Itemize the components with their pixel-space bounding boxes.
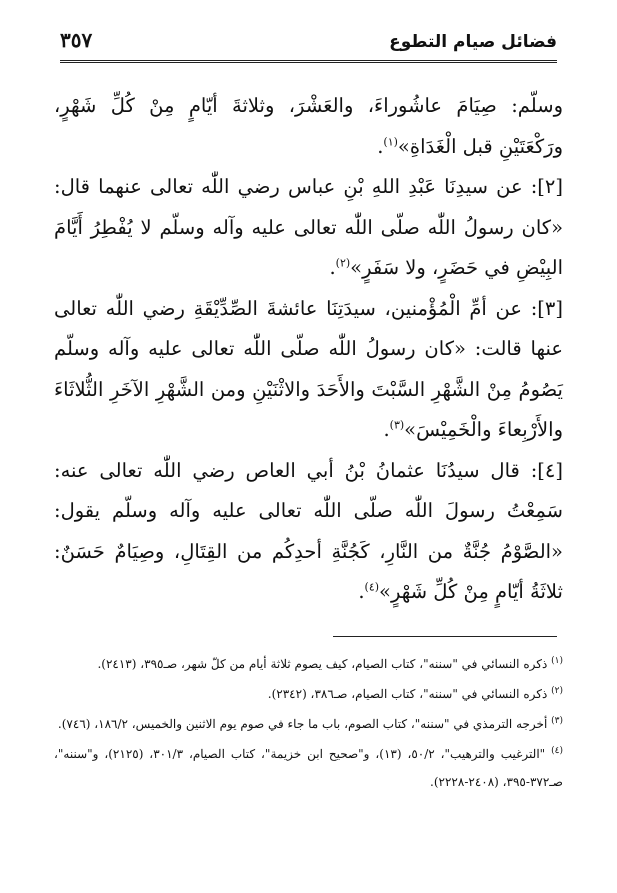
paragraph-2 (54, 167, 563, 289)
paragraph-1-end: . (377, 134, 384, 158)
footnote-ref-1: (١) (383, 135, 398, 148)
footnote-4 (54, 740, 563, 796)
paragraph-4-text: [٤]: قال سيدُنَا عثمانُ بْنُ أبي العاص رضي اللّٰه تعالى عنه: سَمِعْتُ رسولَ اللّٰه صلّى اللّٰه تعالى عليه وآله وسلّم يقول: «الصَّوْمُ جُنَّةٌ من النَّارِ، كَجُنَّةِ أحدِكُم من القِتَالِ، وصِيَامٌ حَسَنٌ: ثلاثَةُ أيّامٍ مِنْ كُلِّ شَهْرٍ» (54, 458, 563, 603)
paragraph-4 (54, 451, 563, 613)
footnote-3 (54, 710, 563, 738)
footnote-3-number: (٣) (551, 716, 563, 726)
footnote-2-number: (٢) (551, 686, 563, 696)
paragraph-2-end: . (329, 256, 336, 279)
footnote-2-text: ذكره النسائي في "سننه"، كتاب الصيام، صـ٣٨٦، (٢٣٤٢). (267, 687, 548, 701)
paragraph-2-text: [٢]: عن سيدِنَا عَبْدِ اللهِ بْنِ عباس رضي اللّٰه تعالى عنهما قال: «كان رسولُ اللّٰه صلّى اللّٰه تعالى عليه وآله وسلّم لا يُفْطِرُ أَيَّامَ البِيْضِ في حَضَرٍ، ولا سَفَرٍ» (54, 175, 563, 279)
footnote-4-number: (٤) (551, 746, 563, 756)
footnote-1-text: ذكره النسائي في "سننه"، كتاب الصيام، كيف يصوم ثلاثة أيام من كلّ شهر، صـ٣٩٥، (٢٤١٣). (97, 657, 548, 671)
footnote-ref-3: (٣) (389, 418, 405, 432)
footnotes (54, 650, 563, 798)
footnote-separator (333, 636, 557, 637)
paragraph-3 (54, 289, 563, 451)
paragraph-3-text: [٣]: عن أمِّ الْمُؤْمنين، سيدَتِنَا عائشةَ الصِّدِّيْقَةِ رضي اللّٰه تعالى عنها قالت: «كان رسولُ اللّٰه صلّى اللّٰه تعالى عليه وآله وسلّم يَصُومُ مِنْ الشَّهْرِ السَّبْتَ والأَحَدَ والاثْنَيْنِ ومن الشَّهْرِ الآخَرِ الثُّلاثَاءَ والأَرْبِعاءَ والْخَمِيْسَ» (54, 296, 563, 441)
paragraph-4-end: . (358, 580, 365, 603)
paragraph-1 (54, 86, 563, 167)
footnote-3-text: أخرجه الترمذي في "سننه"، كتاب الصوم، باب ما جاء في صوم يوم الاثنين والخميس، ١٨٦/٢، (٧٤٦). (57, 717, 548, 731)
chapter-title: فضائل صيام التطوع (389, 32, 557, 52)
footnote-ref-4: (٤) (364, 580, 380, 594)
main-text (54, 86, 563, 613)
footnote-1-number: (١) (551, 656, 563, 666)
paragraph-3-end: . (383, 418, 390, 441)
footnote-4-text: "الترغيب والترهيب"، ٥٠/٢، (١٣)، و"صحيح ابن خزيمة"، كتاب الصيام، ٣٠١/٣، (٢١٢٥)، و"سننه"، صـ٣٧٢-٣٩٥، (٢٤٠٨-٢٢٢٨). (54, 747, 563, 789)
page-number: ٣٥٧ (60, 28, 93, 52)
footnote-1 (54, 650, 563, 678)
paragraph-1-text: وسلّم: صِيَامَ عاشُوراءَ، والعَشْرَ، وثلاثةَ أيّامٍ مِنْ كُلِّ شَهْرٍ، ورَكْعَتَيْنِ قبل الْغَدَاةِ» (54, 94, 563, 158)
running-header (60, 26, 557, 63)
footnote-ref-2: (٢) (335, 256, 351, 270)
footnote-2 (54, 680, 563, 708)
